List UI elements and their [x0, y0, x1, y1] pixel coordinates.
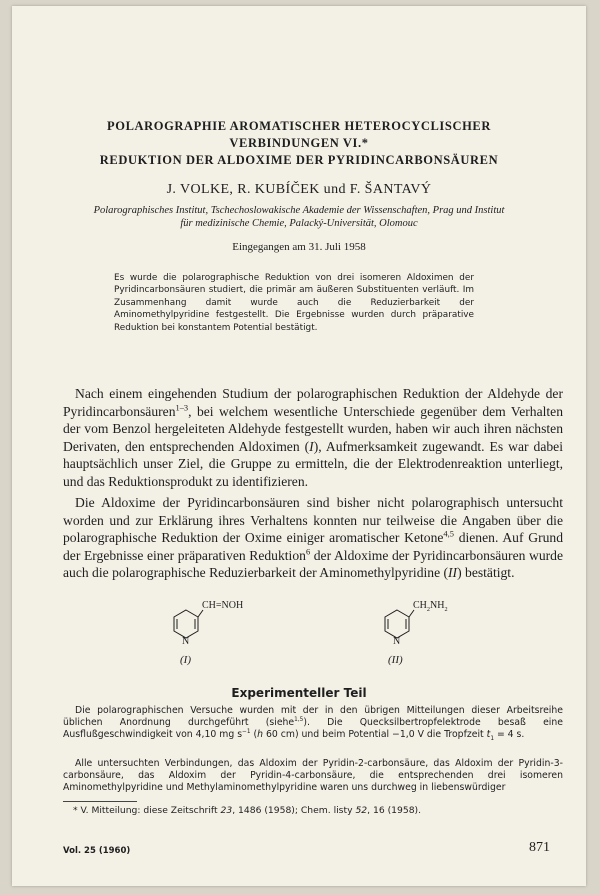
exponent: −1: [242, 729, 251, 736]
structural-formulae: [162, 598, 492, 668]
ring-nitrogen: N: [182, 636, 190, 647]
text-run: der Aldoxime der Pyridincarbonsäuren wurde auch die polarographische Reduzierbarkeit der Aminomethylpyridine (: [63, 547, 563, 581]
volume: 23: [220, 805, 233, 816]
intro-paragraph-1: [63, 385, 563, 491]
compound-number: I: [309, 438, 314, 454]
institute-line-2: für medizinische Chemie, Palacký-Universität, Olomouc: [180, 218, 418, 229]
reference: 1,5: [294, 717, 304, 723]
authors: J. VOLKE, R. KUBÍČEK und F. ŠANTAVÝ: [166, 182, 432, 197]
subscript: 1: [490, 736, 494, 743]
text-run: (: [250, 729, 258, 741]
ring-nitrogen: N: [393, 636, 401, 647]
group-part: NH: [430, 600, 445, 611]
text-run: dienen. Auf Grund der Ergebnisse einer präparativen Reduktion: [63, 530, 563, 563]
abstract: Es wurde die polarographische Reduktion von drei isomeren Aldoximen der Pyridincarbonsäuren studiert, die primär am äußeren Substituenten verläuft. Im Zusammenhang damit wurde auch die Reduzierbarkeit der Aminomethylpyridine festgestellt. Die Ergebnisse wurden durch präparative Reduktion bei konstantem Potential bestätigt.: [114, 273, 474, 333]
page: [12, 6, 586, 886]
title-line-2: VERBINDUNGEN VI.*: [229, 136, 369, 150]
title-line-1: POLAROGRAPHIE AROMATISCHER HETEROCYCLISCHER: [107, 119, 491, 133]
text-run: , 1486 (1958); Chem. listy: [232, 805, 356, 816]
text-run: ), Aufmerksamkeit zugewandt. Es war dabei hauptsächlich unser Ziel, die Gruppe zu ermitteln, die der Elektrodenreaktion unterliegt, und das Reduktionsprodukt zu identifizieren.: [63, 438, 563, 489]
text-run: = 4 s.: [493, 729, 525, 741]
reference: 1–3: [175, 402, 189, 413]
symbol: t: [486, 729, 491, 741]
text-run: , bei welchem wesentliche Unterschiede gegenüber dem Verhalten der vom Benzol hergeleiteten Aldehyde festgestellt wurden, haben wir auch ihren nächsten Derivaten, den entsprechenden Aldoximen (: [63, 403, 563, 454]
text-run: ) bestätigt.: [457, 565, 515, 581]
institute-line-1: Polarographisches Institut, Tschechoslowakische Akademie der Wissenschaften, Prag und Institut: [93, 205, 505, 216]
compound-label-1: (I): [180, 654, 191, 666]
text-run: Nach einem eingehenden Studium der polarographischen Reduktion der Aldehyde der Pyridincarbonsäuren: [63, 386, 563, 419]
pyridine-ring-2: [385, 610, 409, 638]
text-run: Die Aldoxime der Pyridincarbonsäuren sind bisher nicht polarographisch untersucht worden und zur Erklärung ihres Verhaltens konnten nur teilweise die Angaben über die polarographische Reduktion der Oxime einiger aromatischer Ketone: [63, 495, 563, 546]
institute: [64, 204, 534, 230]
received-date: Eingegangen am 31. Juli 1958: [232, 241, 366, 253]
section-heading: Experimenteller Teil: [231, 686, 367, 700]
subscript: 2: [426, 606, 430, 613]
page-number: 871: [529, 840, 550, 855]
oxime-group: CH=NOH: [202, 600, 244, 611]
aminomethyl-group: [413, 600, 448, 611]
volume: 52: [355, 805, 368, 816]
text-run: 60 cm) und beim Potential −1,0 V die Tropfzeit: [263, 729, 487, 741]
footnote: [73, 805, 563, 816]
text-run: Die polarographischen Versuche wurden mit der in den übrigen Mitteilungen dieser Arbeitsreihe üblichen Anordnung durchgeführt (siehe: [63, 705, 563, 729]
experimental-paragraph-1: [63, 705, 563, 741]
group-part: CH: [413, 600, 427, 611]
subscript: 2: [444, 606, 448, 613]
intro-paragraph-2: [63, 494, 563, 582]
footnote-divider: [63, 801, 137, 802]
text-run: , 16 (1958).: [367, 805, 422, 816]
article-title: [52, 118, 546, 169]
symbol: h: [257, 729, 264, 741]
experimental-paragraph-2: Alle untersuchten Verbindungen, das Aldoxim der Pyridin-2-carbonsäure, das Aldoxim der Pyridin-3-carbonsäure, das Aldoxim der Pyridin-4-carbonsäure, die entsprechenden drei isomeren Aminomethylpyridine und Methylaminomethylpyridine waren uns durchweg in liebenswürdiger: [63, 758, 563, 794]
reference: 6: [305, 546, 311, 557]
compound-number: II: [448, 565, 458, 581]
text-run: ). Die Quecksilbertropfelektrode besaß eine Ausflußgeschwindigkeit von 4,10 mg s: [63, 717, 564, 741]
text-run: * V. Mitteilung: diese Zeitschrift: [73, 805, 221, 816]
journal-volume: Vol. 25 (1960): [63, 846, 131, 856]
compound-label-2: (II): [388, 654, 403, 666]
reference: 4,5: [443, 528, 454, 539]
pyridine-ring-1: [174, 610, 198, 638]
title-line-3: REDUKTION DER ALDOXIME DER PYRIDINCARBONSÄUREN: [99, 153, 499, 167]
